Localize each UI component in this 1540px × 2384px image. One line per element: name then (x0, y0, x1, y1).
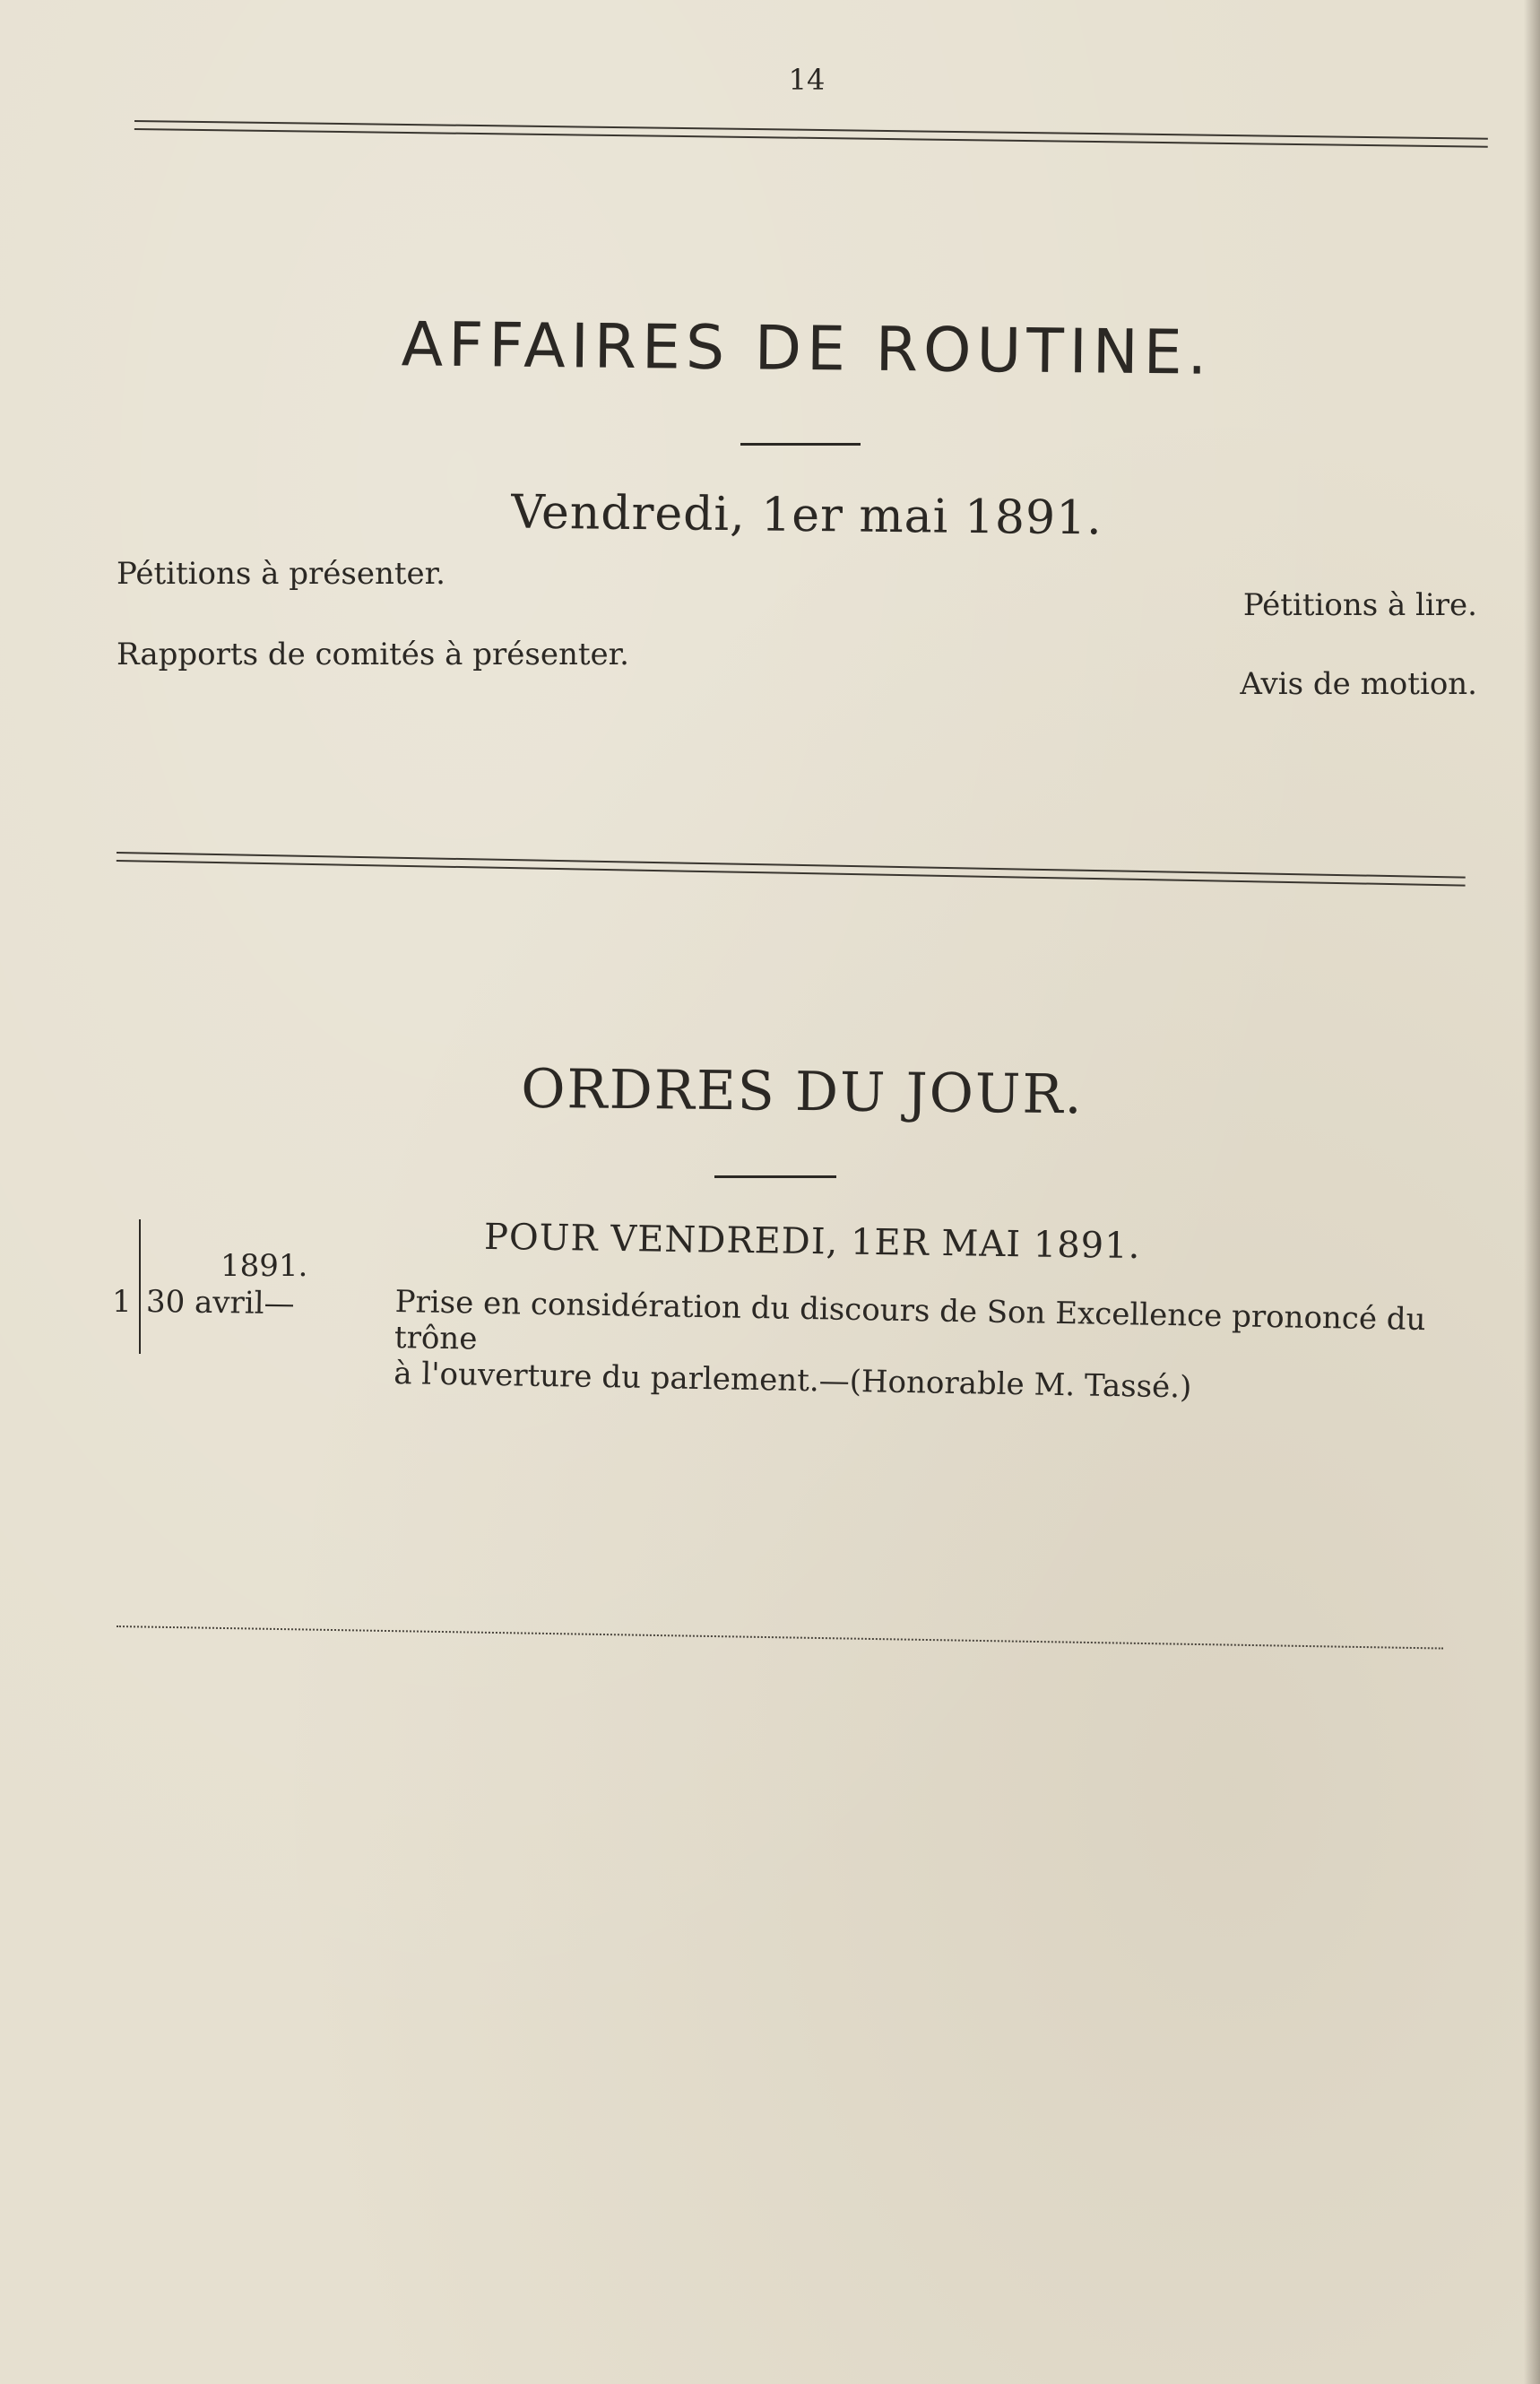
top-double-rule (134, 120, 1488, 148)
ordres-title-underline (714, 1175, 836, 1178)
middle-double-rule (117, 852, 1466, 887)
ordres-year: 1891. (221, 1248, 308, 1284)
routine-item-petitions-presenter: Pétitions à présenter. (117, 556, 446, 592)
bottom-rule (117, 1625, 1443, 1650)
routine-item-petitions-lire: Pétitions à lire. (1242, 587, 1477, 623)
order-date: 30 avril— (145, 1284, 295, 1322)
routine-date: Vendredi, 1er mai 1891. (510, 485, 1103, 546)
routine-item-rapports-comites: Rapports de comités à présenter. (117, 637, 629, 672)
ordres-title: ORDRES DU JOUR. (520, 1057, 1085, 1127)
order-text (394, 1284, 1471, 1410)
routine-title: AFFAIRES DE ROUTINE. (401, 309, 1213, 389)
order-number: 1 (112, 1284, 132, 1320)
ordres-subtitle: POUR VENDREDI, 1ER MAI 1891. (483, 1216, 1141, 1268)
order-text-line-1: Prise en considération du discours de Son Excellence prononcé du trône (394, 1284, 1426, 1357)
routine-title-underline (740, 443, 861, 446)
page-number: 14 (788, 63, 826, 97)
order-text-line-2: à l'ouverture du parlement.—(Honorable M. Tassé.) (393, 1355, 1192, 1406)
margin-bar (139, 1219, 141, 1354)
routine-item-avis-motion: Avis de motion. (1240, 666, 1477, 702)
